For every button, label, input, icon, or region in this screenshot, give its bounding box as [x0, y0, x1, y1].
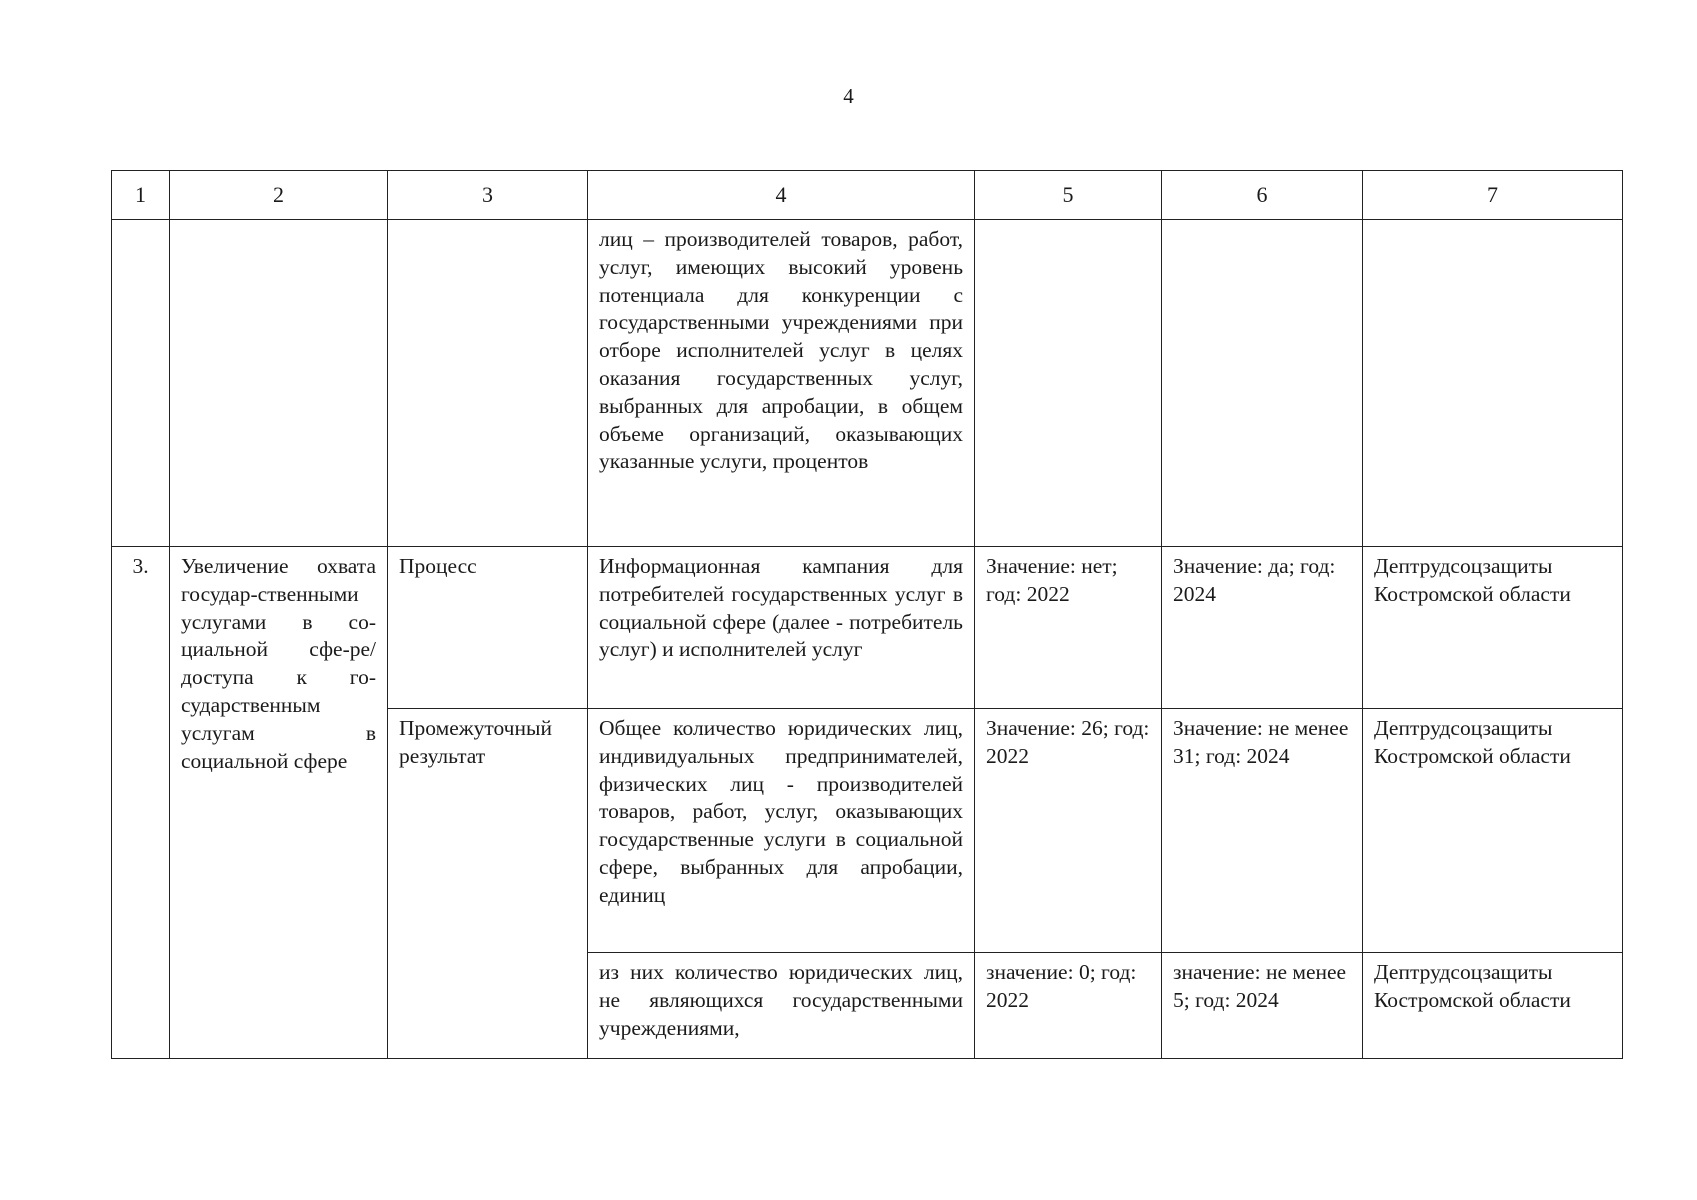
indicator-description-continued: лиц – производителей товаров, работ, услуг, имеющих высокий уровень потенциала для конкуренции с государственными учреждениями при отборе исполнителей услуг в целях оказания государственных услуг, выбранных для апробации, в общем объеме организаций, оказывающих указанные услуги, процентов	[588, 220, 975, 547]
indicator-description: Информационная кампания для потребителей государственных услуг в социальной сфере (далее - потребитель услуг) и исполнителей услуг	[588, 547, 975, 709]
base-value: Значение: нет; год: 2022	[975, 547, 1162, 709]
column-header: 4	[588, 171, 975, 220]
table-cell	[1162, 220, 1363, 547]
target-value: Значение: да; год: 2024	[1162, 547, 1363, 709]
table-header-row	[112, 171, 1623, 220]
table-cell	[975, 220, 1162, 547]
responsible-body: Дептрудсоцзащиты Костромской области	[1363, 953, 1623, 1059]
column-header: 3	[388, 171, 588, 220]
base-value: Значение: 26; год: 2022	[975, 709, 1162, 953]
table-cell	[1363, 220, 1623, 547]
column-header: 5	[975, 171, 1162, 220]
indicator-description: Общее количество юридических лиц, индивидуальных предпринимателей, физических лиц - производителей товаров, работ, услуг, оказывающих государственные услуги в социальной сфере, выбранных для апробации, единиц	[588, 709, 975, 953]
table-row	[112, 547, 1623, 709]
base-value: значение: 0; год: 2022	[975, 953, 1162, 1059]
target-value: значение: не менее 5; год: 2024	[1162, 953, 1363, 1059]
indicator-description: из них количество юридических лиц, не являющихся государственными учреждениями,	[588, 953, 975, 1059]
page-number: 4	[843, 84, 854, 108]
column-header: 1	[112, 171, 170, 220]
table-cell	[388, 220, 588, 547]
table-row	[112, 220, 1623, 547]
indicators-table	[111, 170, 1623, 1059]
goal-text: Увеличение охвата государ-ственными услугами в со-циальной сфе-ре/доступа к го-сударственным услугам в социальной сфере	[170, 547, 388, 1059]
column-header: 7	[1363, 171, 1623, 220]
column-header: 6	[1162, 171, 1363, 220]
row-number: 3.	[112, 547, 170, 1059]
indicator-type: Процесс	[388, 547, 588, 709]
indicator-type: Промежуточный результат	[388, 709, 588, 1059]
responsible-body: Дептрудсоцзащиты Костромской области	[1363, 547, 1623, 709]
responsible-body: Дептрудсоцзащиты Костромской области	[1363, 709, 1623, 953]
column-header: 2	[170, 171, 388, 220]
table-cell	[112, 220, 170, 547]
table-cell	[170, 220, 388, 547]
target-value: Значение: не менее 31; год: 2024	[1162, 709, 1363, 953]
